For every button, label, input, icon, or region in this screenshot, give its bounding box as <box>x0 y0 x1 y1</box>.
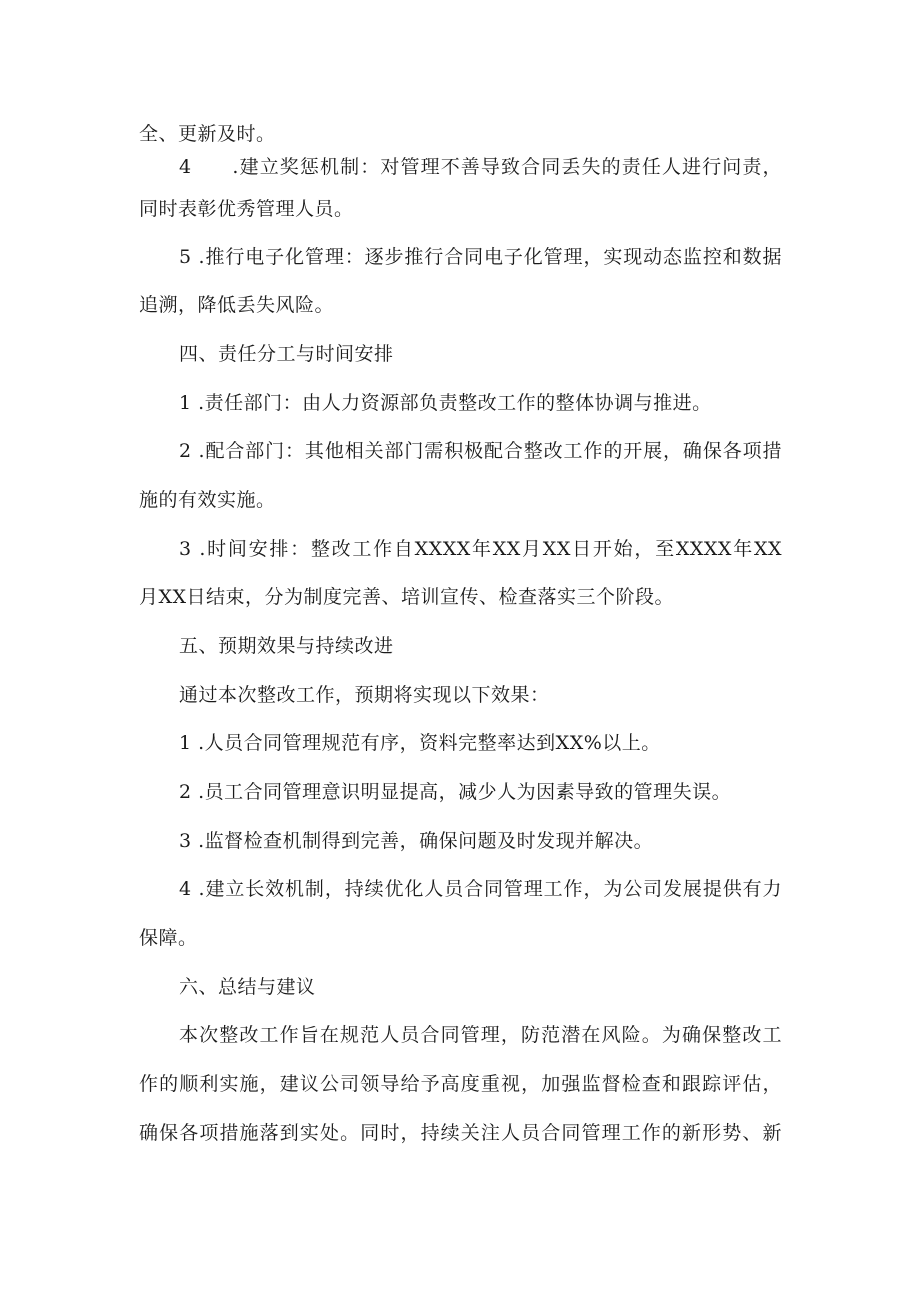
section-heading: 五、预期效果与持续改进 <box>179 635 394 657</box>
text-line: 施的有效实施。 <box>139 489 276 511</box>
paragraph-line: 确保各项措施落到实处。同时，持续关注人员合同管理工作的新形势、新 <box>139 1122 782 1144</box>
text-line: 追溯，降低丢失风险。 <box>139 294 335 316</box>
list-item: 1 .人员合同管理规范有序，资料完整率达到XX%以上。 <box>179 732 661 754</box>
list-item: 1 .责任部门：由人力资源部负责整改工作的整体协调与推进。 <box>179 392 712 414</box>
text-line: 月XX日结束，分为制度完善、培训宣传、检查落实三个阶段。 <box>139 586 675 608</box>
list-item: 3 .时间安排：整改工作自XXXX年XX月XX日开始，至XXXX年XX <box>179 538 782 560</box>
text-line: 同时表彰优秀管理人员。 <box>139 198 354 220</box>
list-item: 5 .推行电子化管理：逐步推行合同电子化管理，实现动态监控和数据 <box>179 246 782 268</box>
list-item: 2 .员工合同管理意识明显提高，减少人为因素导致的管理失误。 <box>179 781 732 803</box>
paragraph-line: 通过本次整改工作，预期将实现以下效果： <box>179 684 550 706</box>
list-item: 4 .建立奖惩机制：对管理不善导致合同丢失的责任人进行问责， <box>179 156 782 178</box>
section-heading: 六、总结与建议 <box>179 976 316 998</box>
paragraph-line: 作的顺利实施，建议公司领导给予高度重视，加强监督检查和跟踪评估， <box>139 1073 782 1095</box>
list-item: 2 .配合部门：其他相关部门需积极配合整改工作的开展，确保各项措 <box>179 440 782 462</box>
section-heading: 四、责任分工与时间安排 <box>179 343 394 365</box>
text-line: 保障。 <box>139 927 198 949</box>
list-item: 3 .监督检查机制得到完善，确保问题及时发现并解决。 <box>179 830 654 852</box>
paragraph-line: 本次整改工作旨在规范人员合同管理，防范潜在风险。为确保整改工 <box>179 1024 782 1046</box>
text-line: 全、更新及时。 <box>139 123 276 145</box>
list-item: 4 .建立长效机制，持续优化人员合同管理工作，为公司发展提供有力 <box>179 878 782 900</box>
